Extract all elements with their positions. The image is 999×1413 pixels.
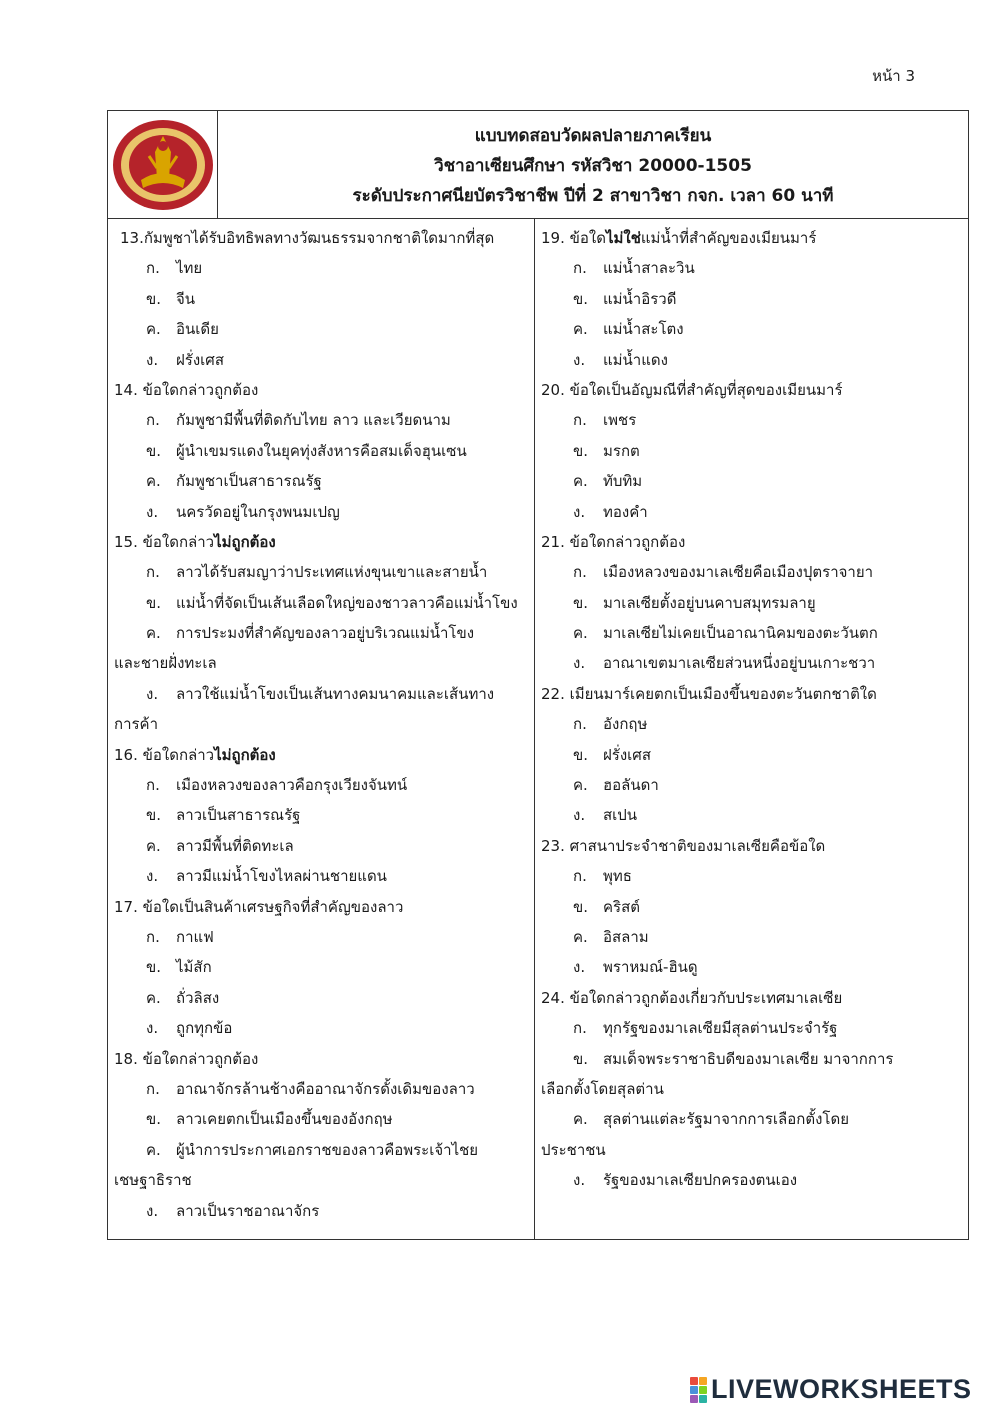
option-text: มาเลเซียตั้งอยู่บนคาบสมุทรมลายู <box>603 593 816 612</box>
option-text: สเปน <box>603 806 638 825</box>
option-text: ลาวเคยตกเป็นเมืองขึ้นของอังกฤษ <box>176 1110 393 1129</box>
question-text: 16. ข้อใดกล่าว <box>114 745 215 764</box>
q15-option-c-continued: และชายฝั่งทะเล <box>114 654 217 673</box>
q24-option-c-continued: ประชาชน <box>541 1140 606 1159</box>
option-text: ถูกทุกข้อ <box>176 1019 233 1038</box>
option-text: แม่น้ำอิรวดี <box>603 289 677 308</box>
option-mark: ข. <box>573 897 589 916</box>
q13-option-d[interactable] <box>108 345 534 375</box>
option-mark: ข. <box>146 806 162 825</box>
option-text: ลาวใช้แม่น้ำโขงเป็นเส้นทางคมนาคมและเส้นทาง <box>176 684 495 703</box>
option-text: เพชร <box>603 411 637 430</box>
q24-option-a[interactable] <box>535 1013 968 1043</box>
q15-option-a[interactable] <box>108 557 534 587</box>
option-text: ทองคำ <box>603 502 648 521</box>
option-mark: ข. <box>146 958 162 977</box>
title-cell <box>218 111 968 218</box>
q22-option-d[interactable] <box>535 800 968 830</box>
option-mark: ก. <box>146 411 160 430</box>
option-mark: ค. <box>573 624 588 643</box>
exam-header <box>108 111 968 219</box>
q15-option-d[interactable] <box>108 679 534 709</box>
option-mark: ง. <box>573 958 586 977</box>
question-17: 17. ข้อใดเป็นสินค้าเศรษฐกิจที่สำคัญของลาว <box>114 897 404 916</box>
q17-option-c[interactable] <box>108 983 534 1013</box>
q22-option-a[interactable] <box>535 709 968 739</box>
option-text: อินเดีย <box>176 320 219 339</box>
q17-option-d[interactable] <box>108 1013 534 1043</box>
q18-option-c-continued: เชษฐาธิราช <box>114 1171 192 1190</box>
question-20: 20. ข้อใดเป็นอัญมณีที่สำคัญที่สุดของเมียนมาร์ <box>541 380 843 399</box>
q19-option-b[interactable] <box>535 284 968 314</box>
q15-option-c[interactable] <box>108 618 534 648</box>
q17-option-b[interactable] <box>108 952 534 982</box>
option-mark: ก. <box>146 927 160 946</box>
option-text: แม่น้ำสาละวิน <box>603 259 695 278</box>
q14-option-c[interactable] <box>108 466 534 496</box>
option-mark: ข. <box>573 289 589 308</box>
q24-option-b-continued: เลือกตั้งโดยสุลต่าน <box>541 1079 664 1098</box>
option-mark: ง. <box>146 1019 159 1038</box>
option-text: ลาวได้รับสมญาว่าประเทศแห่งขุนเขาและสายน้ำ <box>176 563 488 582</box>
option-text: นครวัดอยู่ในกรุงพนมเปญ <box>176 502 340 521</box>
q15-option-b[interactable] <box>108 588 534 618</box>
option-text: ลาวเป็นราชอาณาจักร <box>176 1201 320 1220</box>
question-emphasis: ไม่ถูกต้อง <box>214 745 276 764</box>
question-15 <box>108 527 534 557</box>
option-mark: ง. <box>146 502 159 521</box>
q16-option-b[interactable] <box>108 800 534 830</box>
option-text: ผู้นำเขมรแดงในยุคทุ่งสังหารคือสมเด็จฮุนเซน <box>176 441 467 460</box>
q15-option-d-continued: การค้า <box>114 715 159 734</box>
exam-title: แบบทดสอบวัดผลปลายภาคเรียน <box>474 126 712 146</box>
q19-option-d[interactable] <box>535 345 968 375</box>
option-mark: ง. <box>146 684 159 703</box>
question-21: 21. ข้อใดกล่าวถูกต้อง <box>541 532 686 551</box>
exam-subject: วิชาอาเซียนศึกษา รหัสวิชา 20000-1505 <box>434 156 752 176</box>
option-text: ลาวมีพื้นที่ติดทะเล <box>176 836 294 855</box>
question-emphasis: ไม่ถูกต้อง <box>214 532 276 551</box>
q23-option-c[interactable] <box>535 922 968 952</box>
q19-option-c[interactable] <box>535 314 968 344</box>
liveworksheets-logo-icon <box>690 1377 707 1403</box>
question-emphasis: ไม่ใช่ <box>605 229 641 247</box>
option-text: ทับทิม <box>603 472 643 491</box>
question-19 <box>535 223 968 253</box>
option-mark: ก. <box>573 259 587 278</box>
option-text: อิสลาม <box>603 927 649 946</box>
option-text: เมืองหลวงของลาวคือกรุงเวียงจันทน์ <box>176 776 408 795</box>
option-mark: ก. <box>146 563 160 582</box>
option-text: อังกฤษ <box>603 715 648 734</box>
option-mark: ง. <box>573 350 586 369</box>
question-text: แม่น้ำที่สำคัญของเมียนมาร์ <box>640 229 817 247</box>
option-text: กัมพูชามีพื้นที่ติดกับไทย ลาว และเวียดนาม <box>176 411 451 430</box>
option-text: อาณาจักรล้านช้างคืออาณาจักรดั้งเดิมของลาว <box>176 1079 475 1098</box>
option-mark: ง. <box>146 350 159 369</box>
q18-option-a[interactable] <box>108 1074 534 1104</box>
option-text: ฝรั่งเศส <box>176 350 224 369</box>
option-mark: ก. <box>573 715 587 734</box>
page-number: หน้า 3 <box>872 67 915 85</box>
q21-option-b[interactable] <box>535 588 968 618</box>
option-mark: ค. <box>573 1110 588 1129</box>
option-text: พุทธ <box>603 867 632 886</box>
option-mark: ง. <box>146 1201 159 1220</box>
q24-option-d[interactable] <box>535 1165 968 1195</box>
q14-option-a[interactable] <box>108 405 534 435</box>
q16-option-c[interactable] <box>108 831 534 861</box>
q21-option-a[interactable] <box>535 557 968 587</box>
option-text: เมืองหลวงของมาเลเซียคือเมืองปุตราจายา <box>603 563 874 582</box>
question-text: 15. ข้อใดกล่าว <box>114 532 215 551</box>
option-text: ฝรั่งเศส <box>603 745 651 764</box>
q20-option-d[interactable] <box>535 497 968 527</box>
option-text: มาเลเซียไม่เคยเป็นอาณานิคมของตะวันตก <box>603 624 878 643</box>
option-text: จีน <box>176 289 196 308</box>
option-mark: ก. <box>573 867 587 886</box>
option-mark: ข. <box>573 441 589 460</box>
option-text: แม่น้ำที่จัดเป็นเส้นเลือดใหญ่ของชาวลาวคือแม่น้ำโขง <box>176 593 518 612</box>
q14-option-b[interactable] <box>108 436 534 466</box>
option-mark: ก. <box>146 259 160 278</box>
q23-option-d[interactable] <box>535 952 968 982</box>
option-mark: ค. <box>146 472 161 491</box>
option-mark: ก. <box>573 1019 587 1038</box>
option-text: ฮอลันดา <box>603 776 659 795</box>
option-mark: ค. <box>146 836 161 855</box>
q21-option-d[interactable] <box>535 648 968 678</box>
question-24: 24. ข้อใดกล่าวถูกต้องเกี่ยวกับประเทศมาเลเซีย <box>541 988 843 1007</box>
option-text: แม่น้ำแดง <box>603 350 668 369</box>
college-seal-icon <box>111 118 215 212</box>
q20-option-b[interactable] <box>535 436 968 466</box>
q22-option-c[interactable] <box>535 770 968 800</box>
q19-option-a[interactable] <box>535 253 968 283</box>
option-text: ลาวเป็นสาธารณรัฐ <box>176 806 301 825</box>
logo-cell <box>108 111 218 218</box>
option-text: สมเด็จพระราชาธิบดีของมาเลเซีย มาจากการ <box>603 1049 894 1068</box>
option-mark: ค. <box>573 472 588 491</box>
option-text: พราหมณ์-ฮินดู <box>603 958 698 977</box>
option-text: รัฐของมาเลเซียปกครองตนเอง <box>603 1171 798 1190</box>
option-mark: ค. <box>146 1140 161 1159</box>
exam-level: ระดับประกาศนียบัตรวิชาชีพ ปีที่ 2 สาขาวิชา กจก. เวลา 60 นาที <box>352 186 834 206</box>
option-mark: ค. <box>573 320 588 339</box>
option-mark: ง. <box>573 806 586 825</box>
option-text: ลาวมีแม่น้ำโขงไหลผ่านชายแดน <box>176 867 387 886</box>
question-16 <box>108 740 534 770</box>
q13-option-c[interactable] <box>108 314 534 344</box>
q23-option-a[interactable] <box>535 861 968 891</box>
q16-option-d[interactable] <box>108 861 534 891</box>
option-mark: ก. <box>573 411 587 430</box>
option-text: กาแฟ <box>176 927 214 946</box>
option-mark: ค. <box>573 776 588 795</box>
option-text: กัมพูชาเป็นสาธารณรัฐ <box>176 472 322 491</box>
q16-option-a[interactable] <box>108 770 534 800</box>
q14-option-d[interactable] <box>108 497 534 527</box>
q18-option-d[interactable] <box>108 1196 534 1226</box>
q17-option-a[interactable] <box>108 922 534 952</box>
right-column <box>535 219 968 1239</box>
option-mark: ข. <box>146 441 162 460</box>
option-mark: ข. <box>146 593 162 612</box>
q18-option-c[interactable] <box>108 1135 534 1165</box>
question-text: 19. ข้อใด <box>541 229 606 247</box>
option-mark: ข. <box>573 745 589 764</box>
option-mark: ง. <box>573 502 586 521</box>
option-text: ไม้สัก <box>176 958 212 977</box>
option-mark: ก. <box>146 1079 160 1098</box>
option-text: คริสต์ <box>603 897 640 916</box>
option-mark: ข. <box>573 593 589 612</box>
question-14: 14. ข้อใดกล่าวถูกต้อง <box>114 380 259 399</box>
option-mark: ง. <box>573 654 586 673</box>
watermark-text: LIVEWORKSHEETS <box>711 1374 972 1404</box>
q23-option-b[interactable] <box>535 892 968 922</box>
option-text: มรกต <box>603 441 640 460</box>
q24-option-b[interactable] <box>535 1044 968 1074</box>
option-mark: ง. <box>573 1171 586 1190</box>
question-23: 23. ศาสนาประจำชาติของมาเลเซียคือข้อใด <box>541 836 826 855</box>
q13-option-b[interactable] <box>108 284 534 314</box>
option-mark: ข. <box>146 1110 162 1129</box>
exam-table <box>107 110 969 1240</box>
q21-option-c[interactable] <box>535 618 968 648</box>
q20-option-c[interactable] <box>535 466 968 496</box>
option-mark: ค. <box>146 624 161 643</box>
option-mark: ค. <box>146 988 161 1007</box>
option-mark: ค. <box>573 927 588 946</box>
option-mark: ก. <box>146 776 160 795</box>
question-22: 22. เมียนมาร์เคยตกเป็นเมืองขึ้นของตะวันตกชาติใด <box>541 684 877 703</box>
q18-option-b[interactable] <box>108 1104 534 1134</box>
option-mark: ค. <box>146 320 161 339</box>
q22-option-b[interactable] <box>535 740 968 770</box>
option-text: สุลต่านแต่ละรัฐมาจากการเลือกตั้งโดย <box>603 1110 849 1129</box>
option-text: อาณาเขตมาเลเซียส่วนหนึ่งอยู่บนเกาะชวา <box>603 654 876 673</box>
option-text: ถั่วลิสง <box>176 988 220 1007</box>
option-mark: ง. <box>146 867 159 886</box>
option-text: ไทย <box>176 259 203 278</box>
left-column <box>108 219 535 1239</box>
q24-option-c[interactable] <box>535 1104 968 1134</box>
question-18: 18. ข้อใดกล่าวถูกต้อง <box>114 1049 259 1068</box>
option-text: ทุกรัฐของมาเลเซียมีสุลต่านประจำรัฐ <box>603 1019 838 1038</box>
option-text: การประมงที่สำคัญของลาวอยู่บริเวณแม่น้ำโขง <box>176 624 475 643</box>
option-text: แม่น้ำสะโตง <box>603 320 684 339</box>
q20-option-a[interactable] <box>535 405 968 435</box>
question-13: 13.กัมพูชาได้รับอิทธิพลทางวัฒนธรรมจากชาติใดมากที่สุด <box>120 229 495 247</box>
option-mark: ข. <box>573 1049 589 1068</box>
q13-option-a[interactable] <box>108 253 534 283</box>
option-mark: ก. <box>573 563 587 582</box>
liveworksheets-watermark <box>690 1374 972 1405</box>
option-mark: ข. <box>146 289 162 308</box>
option-text: ผู้นำการประกาศเอกราชของลาวคือพระเจ้าไชย <box>176 1140 479 1159</box>
